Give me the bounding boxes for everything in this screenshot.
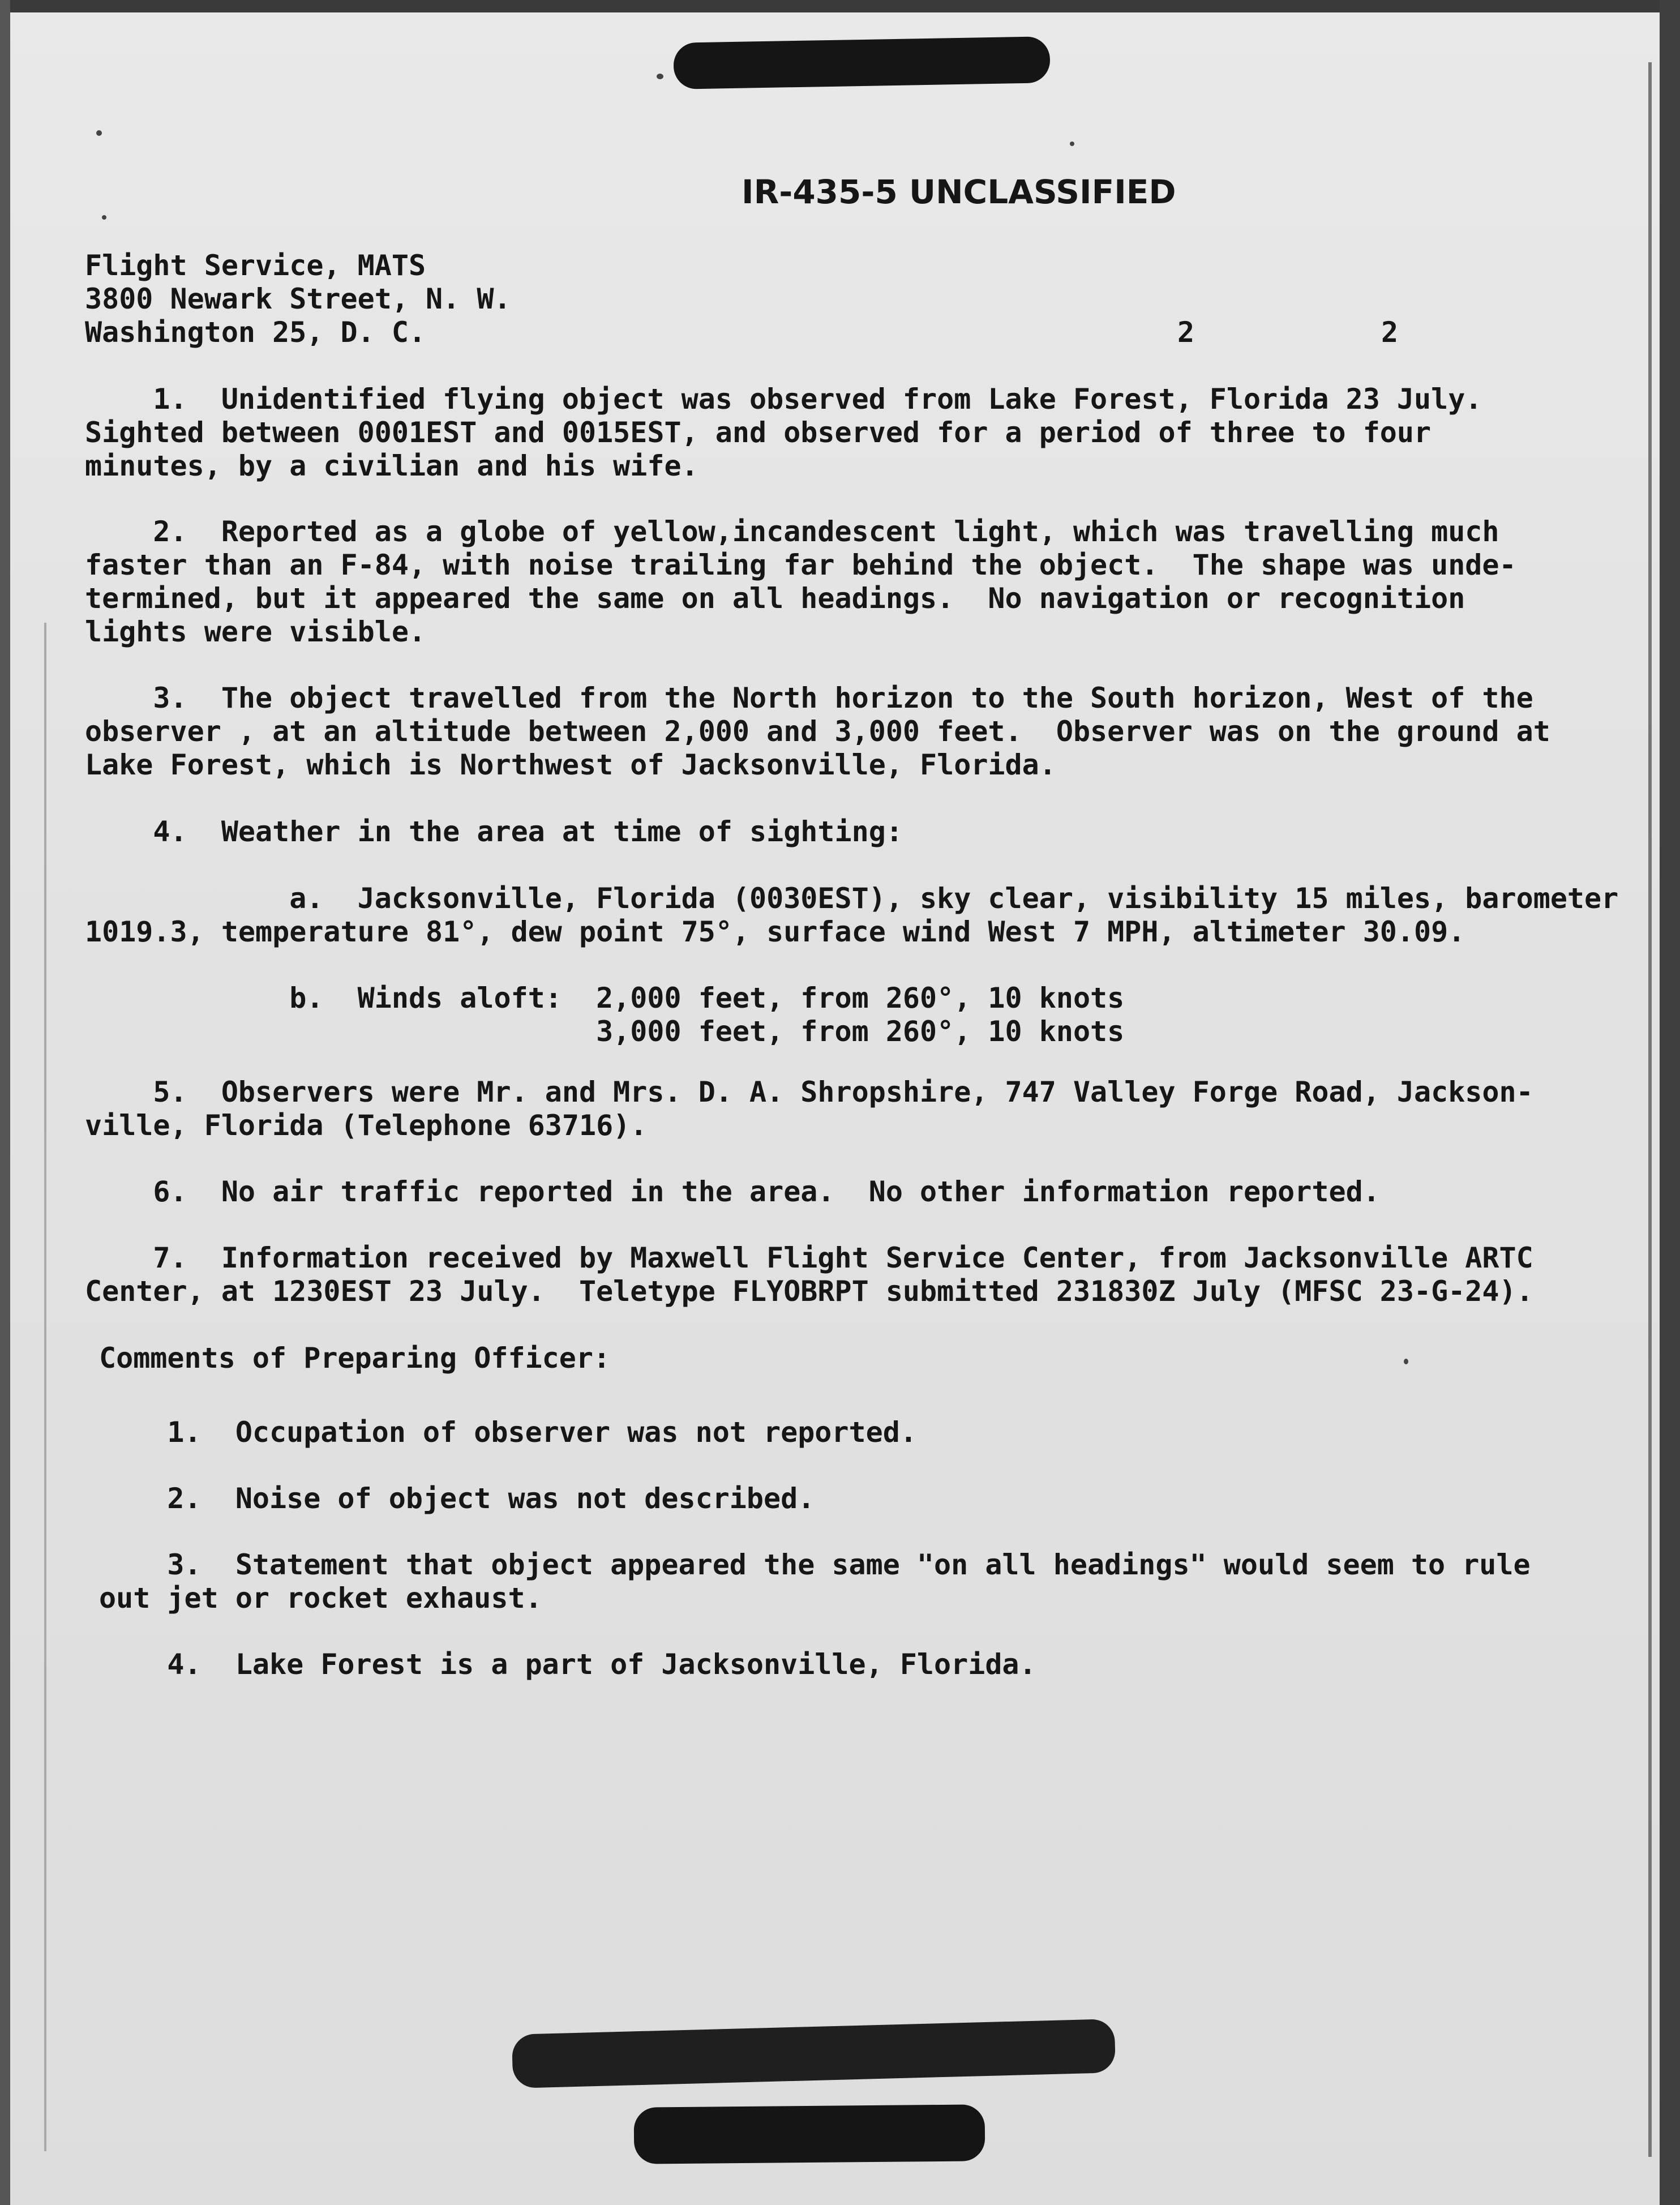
paragraph-6: 6. No air traffic reported in the area. No other information reported. <box>85 1175 1380 1208</box>
paragraph-4: 4. Weather in the area at time of sighting: <box>85 815 903 848</box>
paragraph-7: 7. Information received by Maxwell Flight Service Center, from Jacksonville ARTC Center, at 1230EST 23 July. Teletype FLYOBRPT submitted 231830Z July (MFSC 23-G-24). <box>85 1241 1533 1308</box>
paragraph-4a: a. Jacksonville, Florida (0030EST), sky clear, visibility 15 miles, barometer 1019.3, temperature 81°, dew point 75°, surface wind West 7 MPH, altimeter 30.09. <box>85 882 1619 948</box>
speck <box>1404 1359 1408 1364</box>
comment-3: 3. Statement that object appeared the same "on all headings" would seem to rule out jet or rocket exhaust. <box>99 1548 1531 1615</box>
speck <box>96 130 102 136</box>
comment-2: 2. Noise of object was not described. <box>99 1482 815 1515</box>
comments-heading: Comments of Preparing Officer: <box>99 1342 611 1375</box>
comment-4: 4. Lake Forest is a part of Jacksonville, Florida. <box>99 1648 1036 1681</box>
address-block: Flight Service, MATS 3800 Newark Street, N. W. Washington 25, D. C. <box>85 249 511 349</box>
scan-right-fold-line <box>1648 62 1652 2157</box>
speck <box>1070 142 1074 146</box>
scan-left-edge <box>0 0 10 2205</box>
paragraph-2: 2. Reported as a globe of yellow,incandescent light, which was travelling much faster than an F-84, with noise trailing far behind the object. The shape was unde- termined, but it appeared the same on all headings. No navigation or recognition lights were visible. <box>85 515 1516 648</box>
paragraph-5: 5. Observers were Mr. and Mrs. D. A. Shropshire, 747 Valley Forge Road, Jackson- ville, Florida (Telephone 63716). <box>85 1076 1533 1142</box>
comment-1: 1. Occupation of observer was not reported. <box>99 1416 917 1449</box>
paragraph-1: 1. Unidentified flying object was observed from Lake Forest, Florida 23 July. Sighted between 0001EST and 0015EST, and observed for a period of three to four minutes, by a civilian and his wife. <box>85 383 1482 482</box>
scan-right-edge <box>1660 0 1680 2205</box>
redaction-bar-bottom-1 <box>512 2019 1116 2088</box>
page-mark-1: 2 <box>1177 316 1195 349</box>
scan-left-fold-line <box>44 623 46 2151</box>
speck <box>102 215 106 220</box>
redaction-bar-bottom-2 <box>634 2104 985 2164</box>
paragraph-4b: b. Winds aloft: 2,000 feet, from 260°, 10 knots 3,000 feet, from 260°, 10 knots <box>289 982 1125 1048</box>
paragraph-3: 3. The object travelled from the North horizon to the South horizon, West of the observer , at an altitude between 2,000 and 3,000 feet. Observer was on the ground at Lake Forest, which is Northwest of Jacksonville, Florida. <box>85 682 1550 781</box>
redaction-bar-top <box>673 36 1050 89</box>
classification-header: IR-435-5 UNCLASSIFIED <box>742 173 1176 211</box>
speck <box>657 74 663 79</box>
page-mark-2: 2 <box>1381 316 1399 349</box>
scan-top-edge <box>0 0 1680 12</box>
